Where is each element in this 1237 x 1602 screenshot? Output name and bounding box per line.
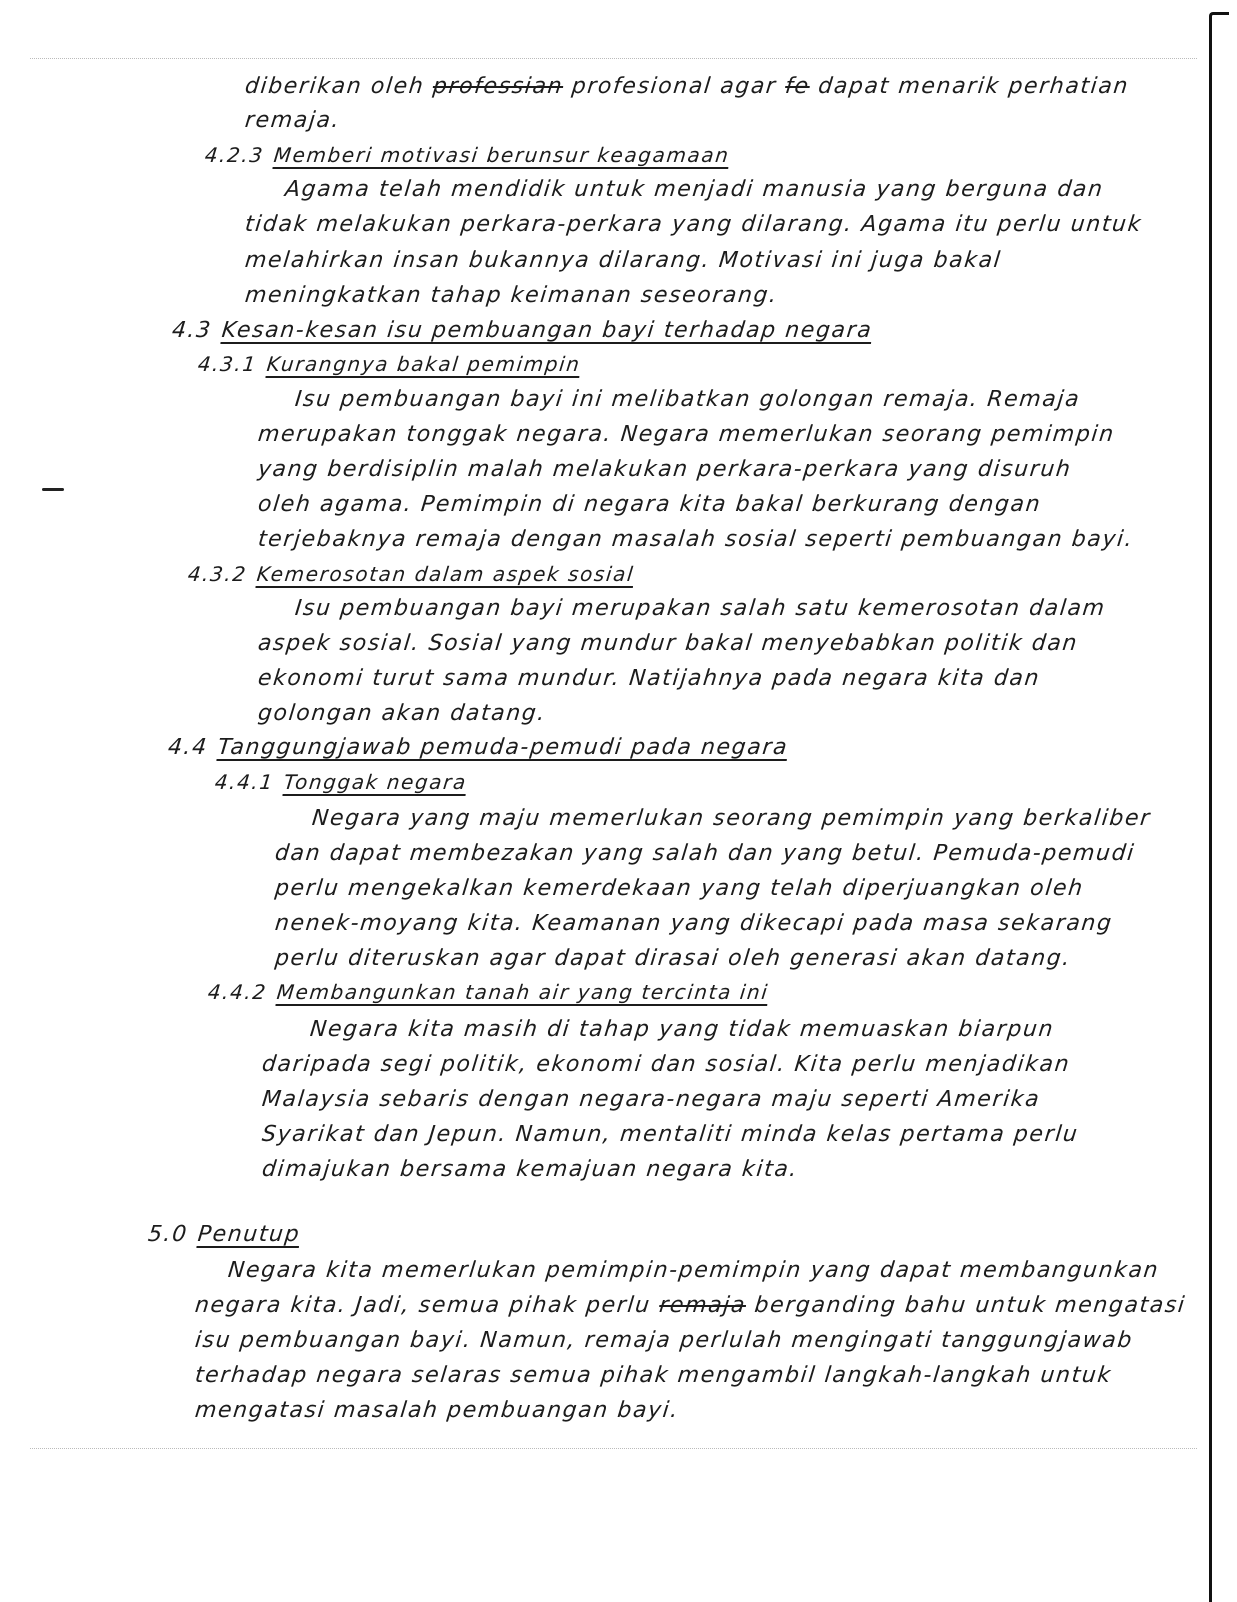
section-title: Penutup (196, 1222, 302, 1247)
section-number: 4.2.3 (203, 143, 266, 167)
section-number: 4.3.2 (186, 562, 249, 586)
text-line: perlu mengekalkan kemerdekaan yang telah diperjuangkan oleh (273, 876, 1086, 901)
text-fragment: profesional agar (570, 74, 778, 99)
text-line: nenek-moyang kita. Keamanan yang dikecapi pada masa sekarang (273, 911, 1114, 936)
section-title: Kurangnya bakal pemimpin (265, 352, 582, 376)
text-line: isu pembuangan bayi. Namun, remaja perlulah mengingati tanggungjawab (193, 1328, 1135, 1353)
section-number: 4.4.2 (206, 980, 269, 1004)
scan-dotline-bottom (30, 1448, 1197, 1449)
text-line: terhadap negara selaras semua pihak mengambil langkah-langkah untuk (193, 1363, 1114, 1388)
section-number: 4.3 (170, 318, 214, 343)
struck-word: fe (783, 74, 812, 99)
text-line: merupakan tonggak negara. Negara memerlukan seorang pemimpin (256, 422, 1117, 447)
text-line: yang berdisiplin malah melakukan perkara-perkara yang disuruh (256, 457, 1073, 482)
text-line: Syarikat dan Jepun. Namun, mentaliti minda kelas pertama perlu (260, 1122, 1080, 1147)
section-heading (171, 318, 874, 343)
text-line (194, 1293, 1187, 1318)
scan-edge (1209, 12, 1229, 1602)
text-line: Malaysia sebaris dengan negara-negara maju seperti Amerika (260, 1087, 1042, 1112)
text-line: perlu diteruskan agar dapat dirasai oleh generasi akan datang. (273, 946, 1073, 971)
text-line: Negara kita memerlukan pemimpin-pemimpin yang dapat membangunkan (226, 1258, 1161, 1283)
section-title: Membangunkan tanah air yang tercinta ini (275, 980, 770, 1004)
struck-word: remaja (657, 1293, 748, 1318)
section-number: 4.4.1 (213, 770, 276, 794)
text-line: dimajukan bersama kemajuan negara kita. (260, 1157, 800, 1182)
section-title: Kemerosotan dalam aspek sosial (255, 562, 636, 586)
section-number: 4.3.1 (196, 352, 259, 376)
text-line: oleh agama. Pemimpin di negara kita bakal berkurang dengan (256, 492, 1043, 517)
text-line: Agama telah mendidik untuk menjadi manusia yang berguna dan (283, 177, 1105, 202)
text-line: ekonomi turut sama mundur. Natijahnya pada negara kita dan (256, 666, 1042, 691)
section-number: 4.4 (166, 735, 210, 760)
text-line: terjebaknya remaja dengan masalah sosial seperti pembuangan bayi. (256, 527, 1135, 552)
text-fragment: berganding bahu untuk mengatasi (753, 1293, 1187, 1318)
section-heading (204, 143, 731, 167)
text-line: golongan akan datang. (256, 701, 548, 726)
scan-mark (42, 488, 64, 491)
scan-dotline-top (30, 58, 1197, 59)
text-line: melahirkan insan bukannya dilarang. Motivasi ini juga bakal (243, 248, 1003, 273)
text-line: daripada segi politik, ekonomi dan sosial. Kita perlu menjadikan (260, 1052, 1072, 1077)
section-heading (207, 980, 770, 1004)
section-heading (214, 770, 468, 794)
section-heading (147, 1222, 302, 1247)
text-line: mengatasi masalah pembuangan bayi. (193, 1398, 681, 1423)
section-title: Tanggungjawab pemuda-pemudi pada negara (216, 735, 790, 760)
text-line: Isu pembuangan bayi ini melibatkan golongan remaja. Remaja (293, 387, 1082, 412)
text-fragment: dapat menarik perhatian (816, 74, 1131, 99)
section-number: 5.0 (146, 1222, 190, 1247)
text-line: meningkatkan tahap keimanan seseorang. (243, 283, 780, 308)
text-line: tidak melakukan perkara-perkara yang dilarang. Agama itu perlu untuk (243, 212, 1144, 237)
section-title: Memberi motivasi berunsur keagamaan (272, 143, 731, 167)
section-title: Tonggak negara (282, 770, 469, 794)
section-title: Kesan-kesan isu pembuangan bayi terhadap negara (220, 318, 874, 343)
section-heading (187, 562, 636, 586)
text-line: aspek sosial. Sosial yang mundur bakal menyebabkan politik dan (256, 631, 1080, 656)
text-line: remaja. (243, 108, 342, 133)
text-line: Isu pembuangan bayi merupakan salah satu kemerosotan dalam (293, 596, 1107, 621)
section-heading (167, 735, 790, 760)
text-fragment: diberikan oleh (243, 74, 426, 99)
text-line (244, 74, 1131, 99)
text-line: Negara kita masih di tahap yang tidak memuaskan biarpun (308, 1017, 1056, 1042)
text-line: dan dapat membezakan yang salah dan yang betul. Pemuda-pemudi (273, 841, 1137, 866)
section-heading (197, 352, 582, 376)
text-line: Negara yang maju memerlukan seorang pemimpin yang berkaliber (310, 806, 1153, 831)
text-fragment: negara kita. Jadi, semua pihak perlu (193, 1293, 653, 1318)
struck-word: professian (431, 74, 565, 99)
